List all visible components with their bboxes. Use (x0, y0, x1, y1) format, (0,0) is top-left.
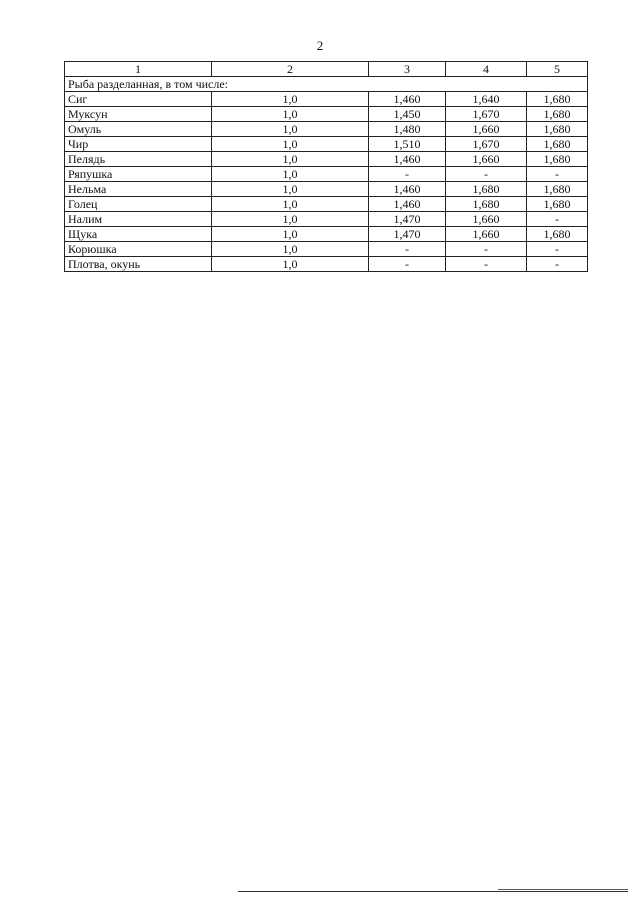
table-row (65, 242, 588, 257)
col-2-cell: 1,0 (212, 92, 369, 107)
table-row (65, 167, 588, 182)
col-5-cell: - (527, 212, 588, 227)
col-4-cell: 1,640 (446, 92, 527, 107)
col-3-cell: 1,470 (369, 212, 446, 227)
col-4-cell: 1,660 (446, 212, 527, 227)
col-5-cell: 1,680 (527, 137, 588, 152)
col-5-cell: 1,680 (527, 227, 588, 242)
table-row (65, 227, 588, 242)
col-2-cell: 1,0 (212, 167, 369, 182)
col-4-cell: 1,660 (446, 122, 527, 137)
col-2-cell: 1,0 (212, 182, 369, 197)
section-row (65, 77, 588, 92)
col-3-cell: - (369, 257, 446, 272)
fish-name-cell: Сиг (65, 92, 212, 107)
fish-name-cell: Корюшка (65, 242, 212, 257)
fish-name-cell: Муксун (65, 107, 212, 122)
col-3-cell: - (369, 242, 446, 257)
fish-name-cell: Щука (65, 227, 212, 242)
col-4-cell: - (446, 167, 527, 182)
fish-name-cell: Чир (65, 137, 212, 152)
table-row (65, 197, 588, 212)
table-row (65, 137, 588, 152)
col-3-cell: 1,480 (369, 122, 446, 137)
col-5-cell: 1,680 (527, 122, 588, 137)
col-4-cell: 1,670 (446, 137, 527, 152)
page-number: 2 (316, 38, 324, 53)
table-row (65, 92, 588, 107)
col-2-cell: 1,0 (212, 197, 369, 212)
col-5-cell: 1,680 (527, 197, 588, 212)
col-3-cell: - (369, 167, 446, 182)
col-3-cell: 1,450 (369, 107, 446, 122)
header-col-3: 3 (369, 62, 446, 77)
table-row (65, 122, 588, 137)
col-2-cell: 1,0 (212, 242, 369, 257)
col-3-cell: 1,510 (369, 137, 446, 152)
header-row (65, 62, 588, 77)
col-4-cell: 1,670 (446, 107, 527, 122)
col-3-cell: 1,460 (369, 197, 446, 212)
col-3-cell: 1,460 (369, 152, 446, 167)
fish-name-cell: Омуль (65, 122, 212, 137)
footer-rule (238, 891, 628, 892)
col-2-cell: 1,0 (212, 107, 369, 122)
table-row (65, 212, 588, 227)
table-row (65, 152, 588, 167)
fish-name-cell: Голец (65, 197, 212, 212)
col-4-cell: 1,680 (446, 197, 527, 212)
col-5-cell: - (527, 257, 588, 272)
section-title: Рыба разделанная, в том числе: (65, 77, 588, 92)
fish-name-cell: Нельма (65, 182, 212, 197)
col-3-cell: 1,470 (369, 227, 446, 242)
col-3-cell: 1,460 (369, 182, 446, 197)
col-4-cell: - (446, 242, 527, 257)
coefficient-table (64, 61, 588, 272)
col-3-cell: 1,460 (369, 92, 446, 107)
col-5-cell: - (527, 167, 588, 182)
col-2-cell: 1,0 (212, 122, 369, 137)
col-5-cell: - (527, 242, 588, 257)
col-4-cell: 1,680 (446, 182, 527, 197)
fish-name-cell: Пелядь (65, 152, 212, 167)
col-2-cell: 1,0 (212, 137, 369, 152)
table-row (65, 107, 588, 122)
header-col-5: 5 (527, 62, 588, 77)
fish-name-cell: Налим (65, 212, 212, 227)
col-2-cell: 1,0 (212, 227, 369, 242)
fish-name-cell: Плотва, окунь (65, 257, 212, 272)
col-5-cell: 1,680 (527, 152, 588, 167)
header-col-4: 4 (446, 62, 527, 77)
col-4-cell: 1,660 (446, 152, 527, 167)
col-4-cell: - (446, 257, 527, 272)
col-2-cell: 1,0 (212, 257, 369, 272)
col-4-cell: 1,660 (446, 227, 527, 242)
fish-name-cell: Ряпушка (65, 167, 212, 182)
header-col-1: 1 (65, 62, 212, 77)
col-2-cell: 1,0 (212, 212, 369, 227)
header-col-2: 2 (212, 62, 369, 77)
col-5-cell: 1,680 (527, 92, 588, 107)
col-5-cell: 1,680 (527, 107, 588, 122)
table-row (65, 182, 588, 197)
table-row (65, 257, 588, 272)
col-5-cell: 1,680 (527, 182, 588, 197)
col-2-cell: 1,0 (212, 152, 369, 167)
